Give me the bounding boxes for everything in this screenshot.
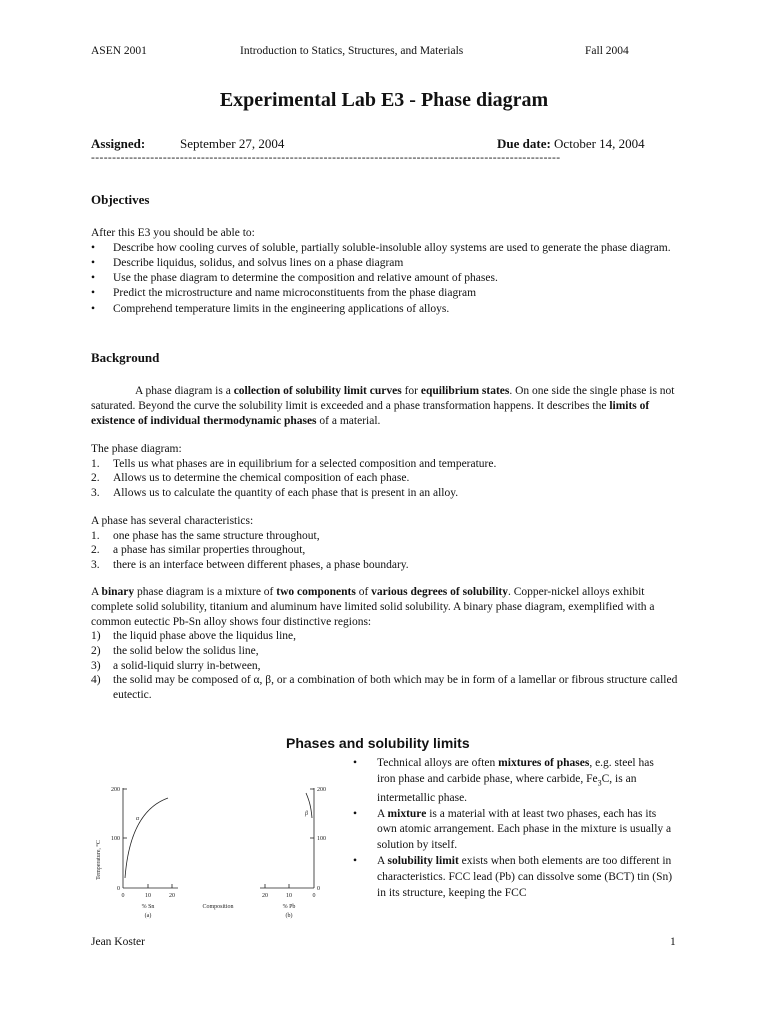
phase-characteristics-list [91,529,681,573]
objective-item: • Use the phase diagram to determine the composition and relative amount of phases. [91,271,681,286]
item-text: a phase has similar properties throughout, [113,544,306,557]
item-number: 2) [91,644,101,657]
assigned-date: September 27, 2004 [180,136,285,151]
phase-diagram-list [91,457,681,501]
objective-item: • Comprehend temperature limits in the engineering applications of alloys. [91,302,681,317]
composition-label: Composition [202,904,234,910]
right-x-label: % Pb [282,904,296,910]
text-run: exists when both elements are too different in characteristics. FCC lead (Pb) can dissolve some (BCT) tin (Sn) in its structure, keeping the FCC [377,855,673,899]
right-x-tick-label: 20 [262,893,268,899]
left-x-label: % Sn [141,904,155,910]
figure-y-label: Temperature, °C [96,840,102,880]
text-run: . Copper-nickel alloys exhibit complete solid solubility, titanium and aluminum have limited solid solubility. A binary phase diagram, exemplified with a common eutectic Pb-Sn alloy shows four distinctive regions: [91,586,655,628]
background-heading: Background [91,350,160,365]
sn-solubility-curve [125,798,168,878]
left-y-tick-label: 100 [111,836,120,842]
numbered-item [91,486,681,501]
bold-run: equilibrium states [420,385,510,397]
text-run: , e.g. steel has iron phase and carbide phase, where carbide, Fe [377,757,654,785]
header-term: Fall 2004 [585,45,629,57]
subscript: 3 [597,778,602,788]
right-y-tick-label: 100 [317,836,326,842]
bold-run: solubility limit [387,855,459,868]
text-run: C, is an intermetallic phase. [377,772,637,804]
objectives-heading: Objectives [91,192,150,207]
numbered-item [91,673,681,702]
phase-diagram-block [91,442,681,501]
objectives-list [91,241,681,317]
item-text: the solid below the solidus line, [113,644,259,657]
numbered-item [91,558,681,573]
bold-run: limits of existence of individual thermodynamic phases [91,399,650,427]
numbered-item [91,529,681,544]
document-title: Experimental Lab E3 - Phase diagram [219,89,549,111]
numbered-item [91,629,681,644]
objective-item: • Describe liquidus, solidus, and solvus lines on a phase diagram [91,256,681,271]
right-x-tick-label: 0 [312,893,316,899]
solubility-figure [88,778,338,923]
due-date-value: October 14, 2004 [554,136,645,151]
bullet-item [355,854,673,901]
numbered-item [91,644,681,659]
text-run: . On one side the single phase is not saturated. Beyond the curve the solubility limit is exceeded and a phase transformation happens. It describes the [91,385,675,412]
item-number: 4) [91,674,101,687]
text-run: Technical alloys are often [377,757,499,769]
header-course-title: Introduction to Statics, Structures, and Materials [240,45,464,57]
phase-characteristics-block [91,514,681,573]
text-run: of a material. [316,414,381,427]
regions-list [91,629,681,702]
item-number: 3. [91,486,100,499]
numbered-item [91,543,681,558]
item-number: 1. [91,457,100,470]
bold-run: binary [101,586,135,598]
text-run: A [91,586,102,598]
left-x-tick-label: 10 [145,893,151,899]
left-x-tick-label: 20 [169,893,175,899]
footer-author: Jean Koster [91,936,145,948]
text-run: phase diagram is a mixture of [134,586,277,598]
item-number: 2. [91,472,100,485]
text-run: of [355,586,372,598]
numbered-item [91,471,681,486]
item-text: one phase has the same structure throughout, [113,529,320,542]
left-y-tick-label: 200 [111,787,120,793]
item-number: 1. [91,529,100,542]
assigned-label: Assigned: [91,136,146,151]
item-number: 2. [91,544,100,557]
item-text: a solid-liquid slurry in-between, [113,659,261,672]
bold-run: collection of solubility limit curves [233,385,402,397]
objectives-intro: After this E3 you should be able to: [91,227,255,239]
item-text: the liquid phase above the liquidus line, [113,630,297,643]
item-text: Allows us to determine the chemical composition of each phase. [113,472,410,485]
left-y-tick-label: 0 [117,886,120,892]
binary-block [91,585,681,702]
header-course-code: ASEN 2001 [91,45,147,57]
section-title: Phases and solubility limits [286,735,470,751]
phases-bullet-list [355,756,673,901]
phase-diagram-intro: The phase diagram: [91,443,182,455]
right-y-tick-label: 0 [317,886,320,892]
item-number: 3. [91,558,100,571]
item-text: Tells us what phases are in equilibrium for a selected composition and temperature. [113,457,497,470]
item-text: there is an interface between different phases, a phase boundary. [113,558,409,571]
item-text: Allows us to calculate the quantity of each phase that is present in an alloy. [113,486,459,499]
binary-paragraph [91,585,681,629]
right-x-tick-label: 10 [286,893,292,899]
text-run: A [377,855,388,868]
text-run: is a material with at least two phases, each has its own atomic arrangement. Each phase in the mixture is usually a solution by itself. [377,807,672,852]
phase-characteristics-intro: A phase has several characteristics: [91,515,254,527]
bullet-item [355,807,673,854]
numbered-item [91,457,681,472]
due-date-label: Due date: [497,136,551,151]
due-date-block [497,136,645,152]
right-panel-label: (b) [285,913,293,919]
text-run: for [401,385,421,397]
objectives-block [91,226,681,317]
bold-run: two components [276,586,356,598]
item-text: the solid may be composed of α, β, or a combination of both which may be in form of a lamellar or fibrous structure called eutectic. [113,674,678,701]
bold-run: mixtures of phases [498,757,590,769]
bullet-item [355,756,673,807]
left-x-tick-label: 0 [121,893,125,899]
footer-page-number: 1 [670,936,676,948]
beta-phase-label: β [305,811,308,817]
left-panel-label: (a) [144,913,152,919]
dashed-divider: --------------------------------------------------------------------------------------------------------------- [91,152,561,164]
alpha-phase-label: α [136,816,140,822]
item-number: 3) [91,659,101,672]
bold-run: mixture [387,807,427,820]
text-run: A [377,807,388,820]
item-number: 1) [91,630,101,643]
objective-item: • Predict the microstructure and name microconstituents from the phase diagram [91,286,681,301]
background-paragraph [91,384,681,428]
text-run: A phase diagram is a [135,385,234,397]
bold-run: various degrees of solubility [371,586,508,598]
right-y-tick-label: 200 [317,787,326,793]
objective-item: • Describe how cooling curves of soluble, partially soluble-insoluble alloy systems are used to generate the phase diagram. [91,241,681,256]
numbered-item [91,659,681,674]
